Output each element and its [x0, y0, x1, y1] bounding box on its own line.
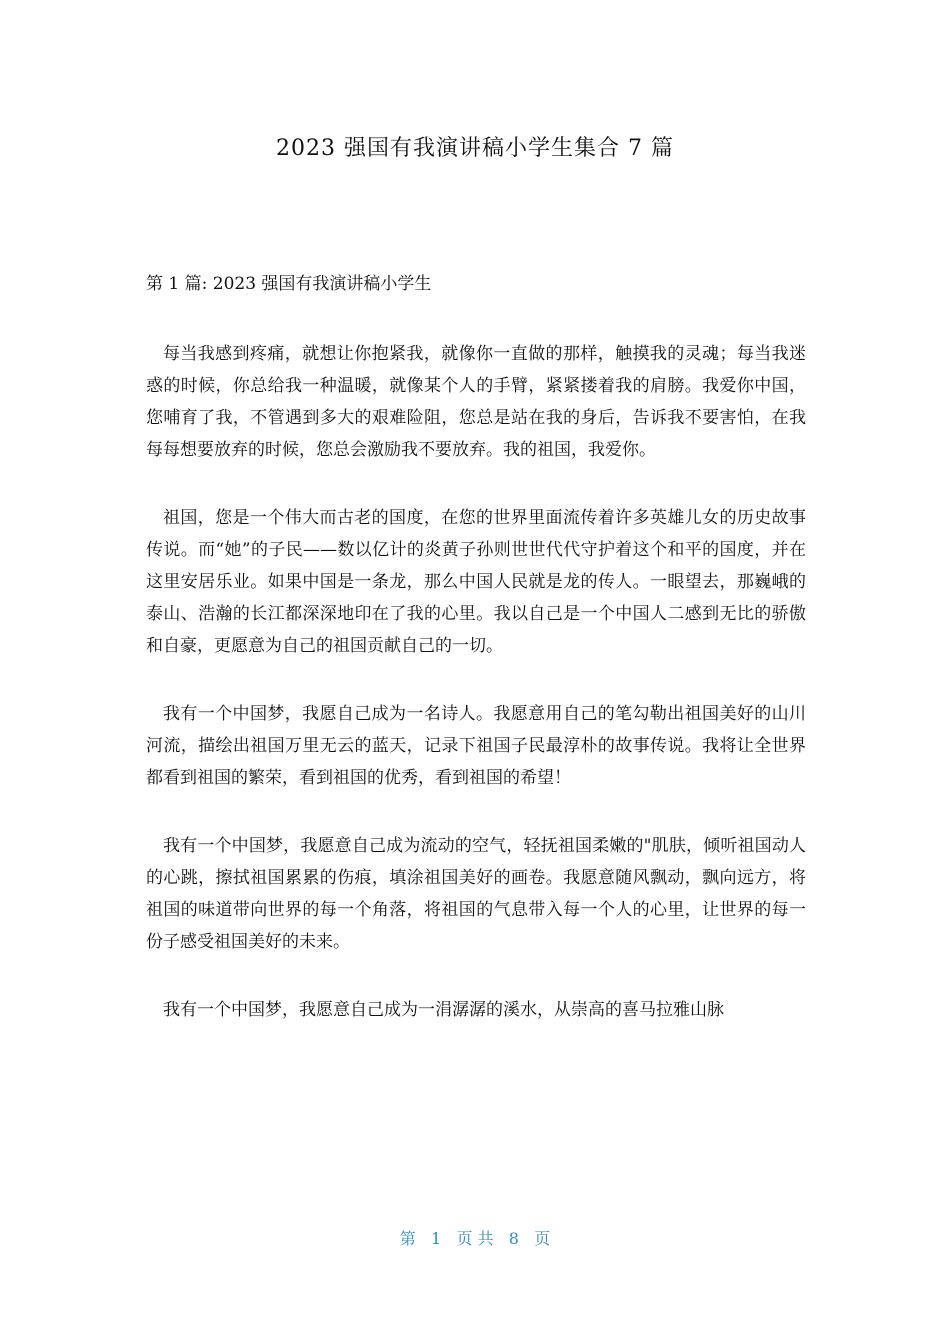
paragraph: 祖国，您是一个伟大而古老的国度，在您的世界里面流传着许多英雄儿女的历史故事传说。而“她”的子民——数以亿计的炎黄子孙则世世代代守护着这个和平的国度，并在这里安居乐业。如果中国是一条龙，那么中国人民就是龙的传人。一眼望去，那巍峨的泰山、浩瀚的长江都深深地印在了我的心里。我以自己是一个中国人二感到无比的骄傲和自豪，更愿意为自己的祖国贡献自己的一切。 — [146, 508, 806, 656]
paragraph: 我有一个中国梦，我愿自己成为一名诗人。我愿意用自己的笔勾勒出祖国美好的山川河流，描绘出祖国万里无云的蓝天，记录下祖国子民最淳朴的故事传说。我将让全世界都看到祖国的繁荣，看到祖国的优秀，看到祖国的希望！ — [146, 704, 806, 788]
paragraph: 每当我感到疼痛，就想让你抱紧我，就像你一直做的那样，触摸我的灵魂；每当我迷惑的时候，你总给我一种温暖，就像某个人的手臂，紧紧搂着我的肩膀。我爱你中国，您哺育了我，不管遇到多大的艰难险阻，您总是站在我的身后，告诉我不要害怕，在我每每想要放弃的时候，您总会激励我不要放弃。我的祖国，我爱你。 — [146, 344, 806, 460]
page-number-footer: 第 1 页 共 8 页 — [399, 1229, 551, 1248]
paragraph: 我有一个中国梦，我愿意自己成为流动的空气，轻抚祖国柔嫩的"肌肤，倾听祖国动人的心跳，擦拭祖国累累的伤痕，填涂祖国美好的画卷。我愿意随风飘动，飘向远方，将祖国的味道带向世界的每一个角落，将祖国的气息带入每一个人的心里，让世界的每一份子感受祖国美好的未来。 — [146, 836, 806, 952]
paragraph: 我有一个中国梦，我愿意自己成为一涓潺潺的溪水，从崇高的喜马拉雅山脉 — [163, 1000, 724, 1020]
document-title: 2023 强国有我演讲稿小学生集合 7 篇 — [276, 136, 674, 161]
document-body — [146, 268, 806, 1062]
section-heading: 第 1 篇: 2023 强国有我演讲稿小学生 — [146, 274, 432, 294]
